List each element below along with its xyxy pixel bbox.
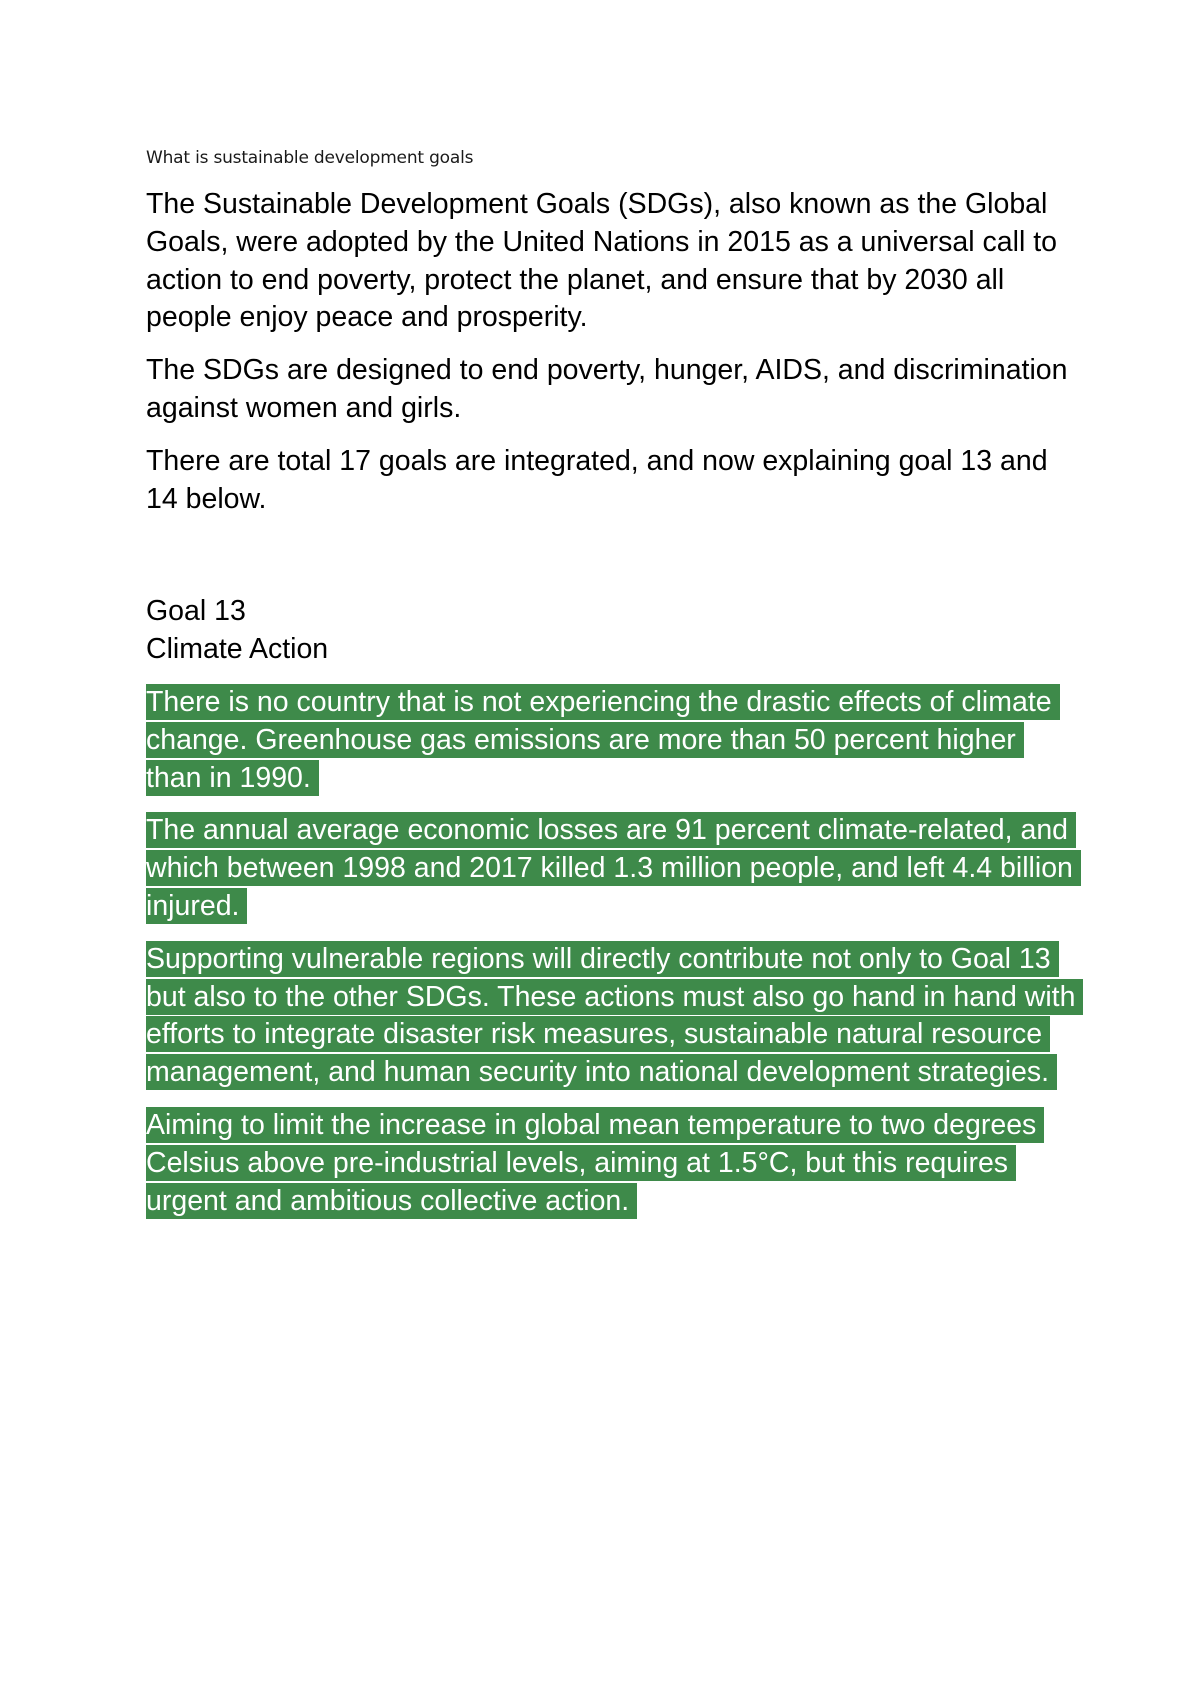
goal-name: Climate Action xyxy=(146,633,329,666)
highlighted-paragraph xyxy=(146,812,1076,925)
intro-paragraph-3: There are total 17 goals are integrated, and now explaining goal 13 and 14 below. xyxy=(146,444,1048,515)
intro-paragraph-2: The SDGs are designed to end poverty, hunger, AIDS, and discrimination against women and girls. xyxy=(146,354,1068,424)
goal-heading xyxy=(146,593,1076,669)
intro-paragraph-1: The Sustainable Development Goals (SDGs), also known as the Global Goals, were adopted by the United Nations in 2015 as a universal call to action to end poverty, protect the planet, and ensure that by 2030 all people enjoy peace and prosperity. xyxy=(146,188,1057,334)
document-title: What is sustainable development goals xyxy=(146,148,474,168)
goal-number: Goal 13 xyxy=(146,595,246,628)
highlighted-text-4: Aiming to limit the increase in global mean temperature to two degrees Celsius above pre-industrial levels, aiming at 1.5°C, but this requires urgent and ambitious collective action. xyxy=(146,1107,1044,1219)
highlighted-text-3: Supporting vulnerable regions will directly contribute not only to Goal 13 but also to the other SDGs. These actions must also go hand in hand with efforts to integrate disaster risk measures, sustainable natural resource management, and human security into national development strategies. xyxy=(146,941,1083,1090)
highlighted-paragraph xyxy=(146,684,1076,797)
highlighted-text-1: There is no country that is not experiencing the drastic effects of climate change. Greenhouse gas emissions are more than 50 percent higher than in 1990. xyxy=(146,684,1060,796)
highlighted-text-2: The annual average economic losses are 91 percent climate-related, and which between 1998 and 2017 killed 1.3 million people, and left 4.4 billion injured. xyxy=(146,812,1081,924)
highlighted-paragraph xyxy=(146,941,1076,1092)
document-body xyxy=(146,146,1076,1235)
highlighted-paragraph xyxy=(146,1107,1076,1220)
